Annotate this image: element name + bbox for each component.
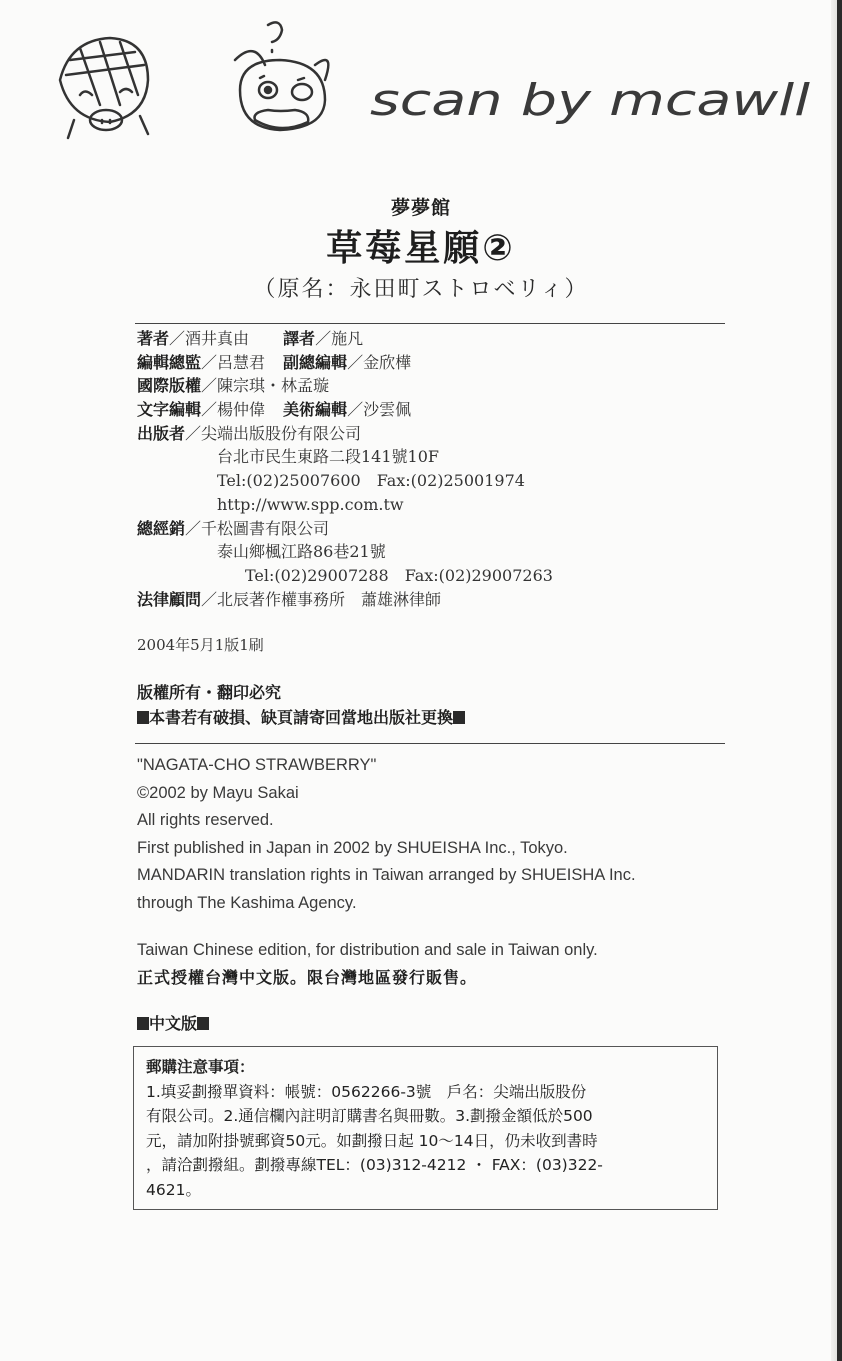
credit-value: 呂慧君: [217, 352, 266, 372]
square-bullet-icon: [197, 1017, 209, 1030]
credit-label: 著者: [137, 329, 170, 348]
publisher-website: http://www.spp.com.tw: [217, 494, 404, 514]
credit-row-text-art: 文字編輯／楊仲偉 美術編輯／沙雲佩: [137, 400, 412, 420]
credit-row-publisher: 出版者／尖端出版股份有限公司: [137, 423, 362, 443]
distributor-contact: Tel:(02)29007288 Fax:(02)29007263: [245, 565, 553, 585]
pig-face-icon: [235, 22, 328, 130]
rights-notice: 版權所有・翻印必究: [137, 683, 282, 702]
original-title: （原名：永田町ストロベリィ）: [253, 277, 589, 302]
square-bullet-icon: [137, 1017, 149, 1030]
credit-value: 施凡: [331, 329, 364, 348]
credit-label: 總經銷: [137, 518, 186, 538]
book-title: 草莓星願②: [326, 228, 516, 269]
distribution-english: Taiwan Chinese edition, for distribution and sale in Taiwan only.: [137, 941, 598, 959]
edition-label: 中文版: [149, 1014, 198, 1033]
mail-order-line: ，請洽劃撥組。劃撥專線TEL：(03)312-4212 ・ FAX：(03)322-: [146, 1156, 603, 1174]
damage-notice: 本書若有破損、缺頁請寄回當地出版社更換: [149, 708, 454, 727]
credit-label: 文字編輯: [137, 400, 202, 420]
mail-order-line: 1.填妥劃撥單資料：帳號：0562266-3號 戶名：尖端出版股份: [146, 1082, 587, 1101]
series-name: 夢夢館: [390, 197, 451, 219]
credit-row-editors: 編輯總監／呂慧君 副總編輯／金欣樺: [137, 352, 412, 372]
scan-doodle-header: [40, 20, 840, 160]
credit-value: 尖端出版股份有限公司: [201, 423, 362, 443]
divider-middle: [135, 743, 725, 744]
credit-value: 金欣樺: [363, 352, 412, 372]
english-line: through The Kashima Agency.: [137, 893, 357, 912]
credit-value: 千松圖書有限公司: [201, 518, 330, 538]
square-bullet-icon: [137, 711, 149, 724]
credits-block: [137, 327, 553, 611]
credit-value: 陳宗琪・林孟璇: [217, 376, 330, 396]
credit-value: 沙雲佩: [363, 400, 412, 420]
publisher-contact: Tel:(02)25007600 Fax:(02)25001974: [217, 471, 525, 491]
credit-row-distributor: 總經銷／千松圖書有限公司: [137, 518, 330, 538]
english-line: "NAGATA-CHO STRAWBERRY": [137, 756, 377, 774]
credit-label: 美術編輯: [283, 400, 348, 420]
credit-label: 編輯總監: [137, 352, 202, 372]
credit-label: 法律顧問: [137, 589, 202, 609]
distribution-block: [137, 937, 598, 991]
edition-date: 2004年5月1版1刷: [137, 636, 264, 654]
english-line: All rights reserved.: [137, 811, 274, 829]
english-line: First published in Japan in 2002 by SHUEISHA Inc., Tokyo.: [137, 838, 568, 857]
credit-row-intl-rights: 國際版權／陳宗琪・林孟璇: [137, 376, 330, 396]
credit-value: 北辰著作權事務所 蕭雄淋律師: [217, 589, 442, 609]
mail-order-line: 元，請加附掛號郵資50元。如劃撥日起 10～14日，仍未收到書時: [146, 1131, 598, 1150]
mail-order-heading: 郵購注意事項：: [146, 1058, 255, 1076]
credit-value: 酒井真由: [185, 329, 250, 348]
scan-credit: scan by mcawll: [370, 75, 812, 126]
english-line: MANDARIN translation rights in Taiwan arranged by SHUEISHA Inc.: [137, 866, 636, 884]
credit-label: 譯者: [283, 329, 316, 348]
damage-notice-row: [137, 705, 465, 730]
credit-value: 楊仲偉: [217, 400, 266, 420]
publisher-address: 台北市民生東路二段141號10F: [217, 447, 440, 467]
distribution-chinese: 正式授權台灣中文版。限台灣地區發行販售。: [137, 968, 478, 987]
english-line: ©2002 by Mayu Sakai: [137, 783, 299, 802]
mail-order-box: [133, 1046, 718, 1210]
rights-block: [137, 680, 465, 730]
credit-row-author: 著者／酒井真由 譯者／施凡: [137, 329, 364, 348]
distributor-address: 泰山鄉楓江路86巷21號: [217, 542, 386, 562]
credit-label: 出版者: [137, 423, 186, 443]
credit-row-legal: 法律顧問／北辰著作權事務所 蕭雄淋律師: [137, 589, 442, 609]
mail-order-line: 有限公司。2.通信欄內註明訂購書名與冊數。3.劃撥金額低於500: [146, 1107, 593, 1125]
square-bullet-icon: [453, 711, 465, 724]
edition-label-row: [137, 1011, 209, 1034]
divider-top: [135, 323, 725, 324]
mail-order-line: 4621。: [146, 1180, 201, 1199]
english-copyright: [137, 752, 636, 917]
boar-face-icon: [60, 38, 148, 138]
credit-label: 國際版權: [137, 376, 202, 396]
credit-label: 副總編輯: [283, 352, 348, 372]
